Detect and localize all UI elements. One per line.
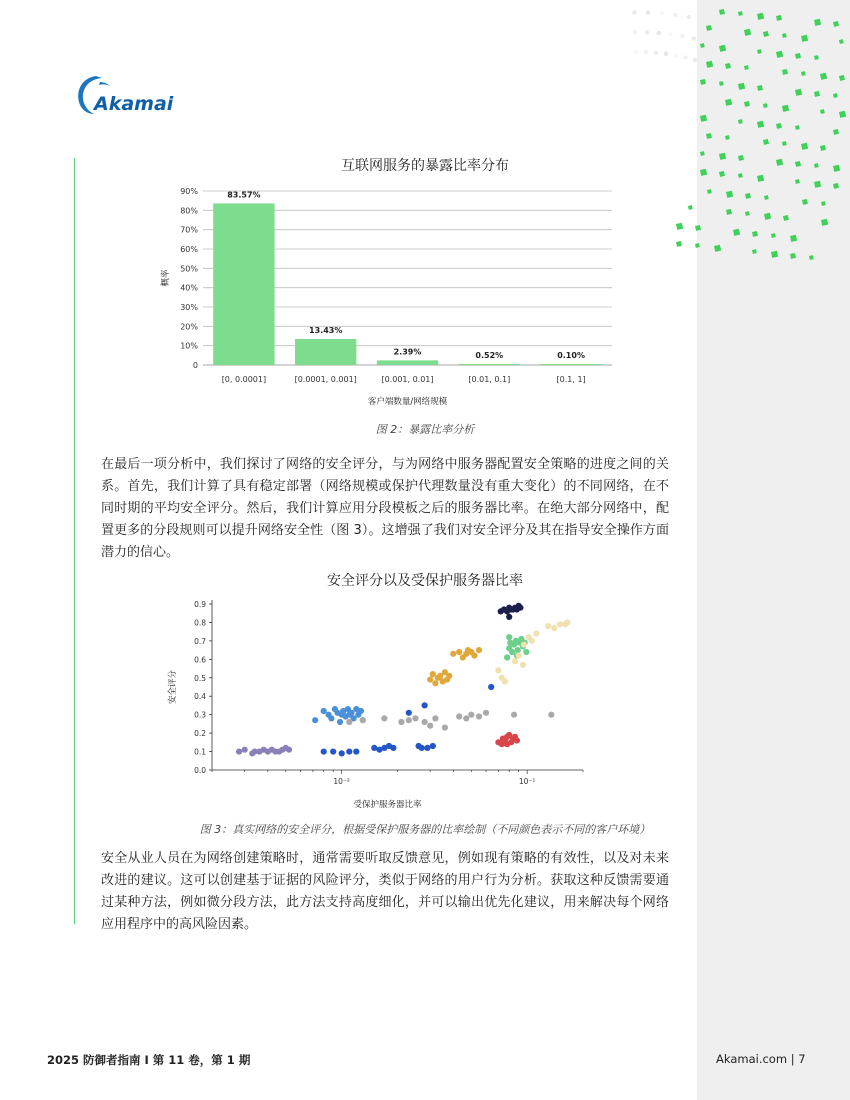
figure2-title: 互联网服务的暴露比率分布 — [341, 158, 509, 174]
y-tick-label: 90% — [180, 187, 198, 196]
scatter-point — [353, 749, 359, 755]
decor-dot — [664, 52, 668, 56]
scatter-point — [432, 680, 438, 686]
scatter-point — [430, 743, 436, 749]
scatter-point — [511, 712, 517, 718]
scatter-point — [456, 649, 462, 655]
scatter-point — [506, 614, 512, 620]
decor-dot — [654, 51, 658, 55]
x-axis-label: 客户端数量/网络规模 — [367, 397, 448, 407]
decor-dot — [634, 50, 638, 54]
decor-square — [839, 111, 846, 118]
decor-dot — [680, 34, 684, 38]
scatter-point — [504, 654, 510, 660]
scatter-point — [339, 712, 345, 718]
decor-square — [719, 81, 724, 86]
decor-square — [820, 145, 826, 151]
scatter-point — [517, 605, 523, 611]
y-tick-label: 0.4 — [194, 692, 206, 702]
scatter-point — [430, 671, 436, 677]
decor-square — [814, 91, 820, 97]
scatter-point — [488, 684, 494, 690]
scatter-point — [406, 710, 412, 716]
scatter-point — [548, 712, 554, 718]
y-tick-label: 0.9 — [194, 600, 206, 609]
decor-dot — [693, 58, 697, 62]
scatter-point — [502, 678, 508, 684]
decor-square — [782, 141, 787, 146]
scatter-point — [381, 715, 387, 721]
x-tick-label: [0.0001, 0.001] — [294, 375, 357, 384]
y-tick-label: 0.0 — [194, 766, 206, 775]
scatter-point — [321, 749, 327, 755]
bar — [213, 203, 274, 365]
scatter-point — [330, 749, 336, 755]
y-axis-label: 概率 — [161, 269, 171, 287]
decor-square — [757, 85, 763, 91]
decor-square — [738, 83, 745, 90]
decor-square — [757, 49, 762, 54]
scatter-point — [286, 747, 292, 753]
scatter-point — [390, 745, 396, 751]
scatter-point — [506, 634, 512, 640]
scatter-point — [252, 749, 258, 755]
scatter-point — [471, 653, 477, 659]
scatter-point — [476, 713, 482, 719]
y-tick-label: 80% — [180, 206, 198, 216]
decor-square — [700, 43, 705, 48]
scatter-point — [422, 719, 428, 725]
bar-value-label: 2.39% — [393, 347, 422, 357]
decor-square — [706, 61, 713, 68]
decor-dot — [632, 10, 636, 14]
decor-dot — [657, 31, 661, 35]
y-tick-label: 70% — [180, 225, 198, 235]
scatter-point — [523, 649, 529, 655]
decor-square — [725, 63, 731, 69]
decor-dot — [683, 55, 687, 59]
x-tick-label: [0.1, 1] — [556, 375, 586, 384]
x-tick-label: 10⁻² — [333, 777, 350, 786]
scatter-point — [465, 647, 471, 653]
scatter-point — [456, 713, 462, 719]
decor-square — [763, 103, 768, 108]
y-tick-label: 0.7 — [194, 636, 206, 646]
scatter-point — [328, 715, 334, 721]
decor-square — [738, 11, 743, 16]
y-tick-label: 30% — [180, 303, 198, 312]
scatter-point — [422, 702, 428, 708]
x-tick-label: 10⁻¹ — [518, 777, 536, 786]
scatter-point — [551, 625, 557, 631]
scatter-point — [500, 736, 506, 742]
decor-square — [744, 101, 750, 107]
scatter-point — [446, 673, 452, 679]
decor-square — [719, 9, 725, 15]
scatter-point — [512, 658, 518, 664]
decor-square — [757, 121, 764, 128]
decor-square — [814, 19, 821, 26]
decor-square — [782, 33, 787, 38]
logo-wordmark: Akamai — [94, 93, 174, 115]
scatter-point — [529, 638, 535, 644]
scatter-point — [545, 623, 551, 629]
decor-square — [820, 73, 827, 80]
decor-square — [814, 55, 819, 60]
decor-dot — [660, 11, 664, 15]
decor-dot — [673, 13, 677, 17]
scatter-point — [398, 719, 404, 725]
decor-square — [776, 51, 783, 58]
y-tick-label: 0.1 — [194, 747, 206, 757]
x-axis-label: 受保护服务器比率 — [353, 800, 422, 810]
decor-square — [782, 69, 788, 75]
decor-square — [738, 119, 743, 124]
y-tick-label: 40% — [180, 283, 198, 293]
y-tick-label: 20% — [180, 322, 198, 332]
decor-square — [776, 123, 782, 129]
bar — [540, 364, 601, 365]
decor-square — [744, 29, 751, 36]
scatter-point — [533, 630, 539, 636]
scatter-point — [514, 737, 520, 743]
decor-square — [776, 15, 782, 21]
decor-dot — [633, 30, 637, 34]
x-tick-label: [0.001, 0.01] — [381, 375, 434, 384]
decor-square — [744, 65, 749, 70]
scatter-point — [521, 642, 527, 648]
decor-dot — [644, 50, 648, 54]
scatter-point — [321, 708, 327, 714]
decor-square — [801, 143, 808, 150]
decor-dot — [646, 10, 650, 14]
decor-square — [706, 25, 712, 31]
decor-square — [700, 115, 707, 122]
bar — [459, 364, 520, 365]
scatter-point — [419, 745, 425, 751]
scatter-point — [236, 749, 242, 755]
scatter-point — [468, 712, 474, 718]
y-tick-label: 0.2 — [194, 729, 206, 739]
decor-square — [820, 109, 825, 114]
scatter-point — [242, 747, 248, 753]
x-tick-label: [0.01, 0.1] — [468, 375, 511, 384]
bar-value-label: 83.57% — [227, 190, 261, 200]
scatter-point — [406, 717, 412, 723]
logo-swoosh-small-icon — [99, 82, 110, 86]
y-axis-label: 安全评分 — [168, 669, 178, 705]
scatter-point — [312, 717, 318, 723]
decor-square — [763, 31, 769, 37]
scatter-point — [346, 719, 352, 725]
scatter-point — [427, 723, 433, 729]
akamai-logo — [74, 72, 184, 116]
y-tick-label: 0.3 — [194, 710, 206, 720]
scatter-point — [427, 677, 433, 683]
bar — [295, 339, 356, 365]
y-tick-label: 0.6 — [194, 655, 206, 665]
decor-square — [725, 135, 730, 140]
x-tick-label: [0, 0.0001] — [221, 375, 267, 384]
scatter-point — [463, 715, 469, 721]
decor-square — [833, 21, 839, 27]
scatter-point — [476, 647, 482, 653]
scatter-point — [337, 719, 343, 725]
scatter-chart — [0, 592, 850, 817]
bar-value-label: 0.10% — [557, 351, 585, 360]
figure3-title: 安全评分以及受保护服务器比率 — [327, 573, 523, 589]
scatter-point — [412, 715, 418, 721]
bar-value-label: 0.52% — [475, 350, 504, 360]
scatter-point — [346, 749, 352, 755]
decor-square — [795, 125, 800, 130]
bar-value-label: 13.43% — [309, 326, 343, 336]
decor-square — [763, 139, 769, 145]
footer-publication: 2025 防御者指南 I 第 11 卷，第 1 期 — [47, 1053, 251, 1067]
y-tick-label: 0.5 — [194, 673, 206, 683]
decor-dot — [692, 37, 696, 41]
bar — [377, 360, 438, 365]
scatter-point — [564, 619, 570, 625]
scatter-point — [432, 715, 438, 721]
y-tick-label: 0.8 — [194, 618, 206, 628]
footer-page-number: Akamai.com | 7 — [716, 1052, 806, 1066]
scatter-point — [515, 647, 521, 653]
bar-chart — [0, 178, 850, 438]
decor-square — [782, 105, 789, 112]
scatter-point — [358, 708, 364, 714]
paragraph-feedback: 安全从业人员在为网络创建策略时，通常需要听取反馈意见，例如现有策略的有效性，以及对未来改进的建议。这可以创建基于证据的风险评分，类似于网络的用户行为分析。获取这种反馈需要通过某种方法，例如微分段方法，此方法支持高度细化，并可以输出优先化建议，用来解决每个网络应用程序中的高风险因素。 — [101, 851, 669, 932]
decor-square — [700, 79, 706, 85]
decor-square — [833, 129, 839, 135]
y-tick-label: 60% — [180, 245, 198, 254]
scatter-point — [483, 710, 489, 716]
scatter-point — [520, 662, 526, 668]
figure3-caption: 图 3：真实网络的安全评分，根据受保护服务器的比率绘制（不同颜色表示不同的客户环境） — [199, 823, 651, 836]
scatter-point — [442, 725, 448, 731]
decor-square — [833, 93, 838, 98]
scatter-point — [495, 667, 501, 673]
decor-square — [801, 35, 808, 42]
decor-square — [719, 45, 726, 52]
decor-dot — [674, 53, 678, 57]
decor-dot — [645, 30, 649, 34]
decor-square — [706, 133, 712, 139]
y-tick-label: 50% — [180, 264, 198, 274]
paragraph-security-score: 在最后一项分析中，我们探讨了网络的安全评分，与为网络中服务器配置安全策略的进度之间的关系。首先，我们计算了具有稳定部署（网络规模或保护代理数量没有重大变化）的不同网络，在不同时期的平均安全评分。然后，我们计算应用分段模板之后的服务器比率。在绝大部分网络中，配置更多的分段规则可以提升网络安全性（图 3）。这增强了我们对安全评分及其在指导安全操作方面潜力的信心。 — [101, 457, 669, 560]
decor-square — [839, 39, 844, 44]
scatter-point — [516, 653, 522, 659]
decor-square — [801, 71, 806, 76]
y-tick-label: 0 — [192, 361, 198, 370]
decor-square — [795, 89, 802, 96]
scatter-point — [360, 717, 366, 723]
decor-square — [795, 53, 801, 59]
scatter-point — [424, 745, 430, 751]
scatter-point — [450, 651, 456, 657]
decor-dot — [687, 15, 691, 19]
decor-dot — [668, 32, 672, 36]
decor-square — [757, 13, 764, 20]
figure2-caption: 图 2：暴露比率分析 — [375, 423, 475, 436]
scatter-point — [339, 750, 345, 756]
decor-square — [725, 99, 732, 106]
y-tick-label: 10% — [180, 341, 198, 351]
decor-square — [839, 75, 845, 81]
